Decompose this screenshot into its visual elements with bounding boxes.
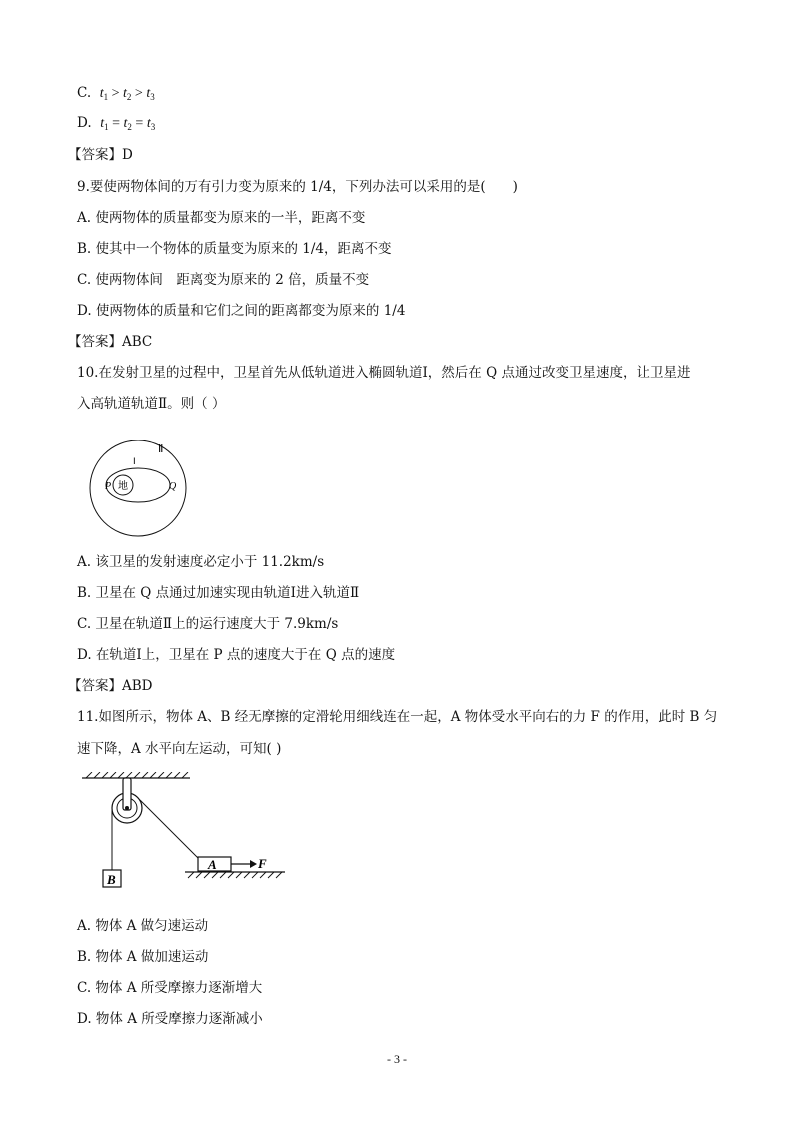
option-label: D. bbox=[77, 115, 92, 131]
question-11-stem-line2: 速下降，A 水平向左运动，可知( ) bbox=[77, 741, 282, 757]
label-p: P bbox=[105, 481, 112, 492]
pulley-diagram bbox=[80, 772, 290, 892]
pulley-bracket bbox=[123, 778, 131, 810]
question-11-option-c: C. 物体 A 所受摩擦力逐渐增大 bbox=[77, 980, 263, 996]
label-a: A bbox=[208, 857, 217, 872]
question-11-stem-line1: 11.如图所示，物体 A、B 经无摩擦的定滑轮用细线连在一起，A 物体受水平向右的力 F 的作用，此时 B 匀 bbox=[77, 709, 718, 725]
math-var: t bbox=[100, 116, 105, 131]
question-11-option-d: D. 物体 A 所受摩擦力逐渐减小 bbox=[77, 1011, 263, 1027]
force-arrowhead bbox=[250, 860, 257, 868]
math-var: t bbox=[123, 116, 128, 131]
option-d-prev bbox=[77, 114, 155, 136]
question-9-option-a: A. 使两物体的质量都变为原来的一半，距离不变 bbox=[77, 210, 366, 226]
label-earth: 地 bbox=[118, 481, 128, 492]
orbit-diagram bbox=[78, 440, 198, 540]
question-10-stem-line1: 10.在发射卫星的过程中，卫星首先从低轨道进入椭圆轨道Ⅰ，然后在 Q 点通过改变卫星速度，让卫星进 bbox=[77, 365, 691, 381]
question-9-option-c: C. 使两物体间 距离变为原来的 2 倍，质量不变 bbox=[77, 272, 370, 288]
math-sub: 3 bbox=[150, 122, 156, 132]
question-10-option-d: D. 在轨道Ⅰ上，卫星在 P 点的速度大于在 Q 点的速度 bbox=[77, 647, 396, 663]
math-op: = bbox=[135, 116, 144, 131]
question-10-option-a: A. 该卫星的发射速度必定小于 11.2km/s bbox=[77, 554, 325, 570]
question-9-option-b: B. 使其中一个物体的质量变为原来的 1/4，距离不变 bbox=[77, 241, 392, 257]
label-orbit-1: Ⅰ bbox=[133, 456, 136, 466]
question-10-option-c: C. 卫星在轨道Ⅱ上的运行速度大于 7.9km/s bbox=[77, 616, 339, 632]
orbit-1-ellipse bbox=[106, 468, 170, 502]
math-sub: 2 bbox=[126, 92, 132, 102]
answer-q8: 【答案】D bbox=[68, 147, 133, 163]
math-var: t bbox=[146, 86, 151, 101]
math-op: = bbox=[112, 116, 121, 131]
page-number: - 3 - bbox=[387, 1052, 407, 1066]
rope-to-a bbox=[140, 800, 200, 860]
pulley-axle bbox=[125, 806, 129, 810]
math-op: > bbox=[111, 86, 120, 101]
answer-q9: 【答案】ABC bbox=[68, 334, 153, 350]
label-f: F bbox=[258, 856, 267, 871]
math-sub: 1 bbox=[104, 122, 109, 132]
question-9-option-d: D. 使两物体的质量和它们之间的距离都变为原来的 1/4 bbox=[77, 303, 406, 319]
math-expression-c bbox=[100, 86, 155, 101]
math-sub: 1 bbox=[103, 92, 109, 102]
question-10-stem-line2: 入高轨道轨道Ⅱ。则（ ） bbox=[77, 396, 226, 412]
question-9-stem: 9.要使两物体间的万有引力变为原来的 1/4，下列办法可以采用的是( ) bbox=[77, 179, 518, 195]
answer-q10: 【答案】ABD bbox=[68, 678, 153, 694]
math-var: t bbox=[146, 116, 151, 131]
math-var: t bbox=[99, 86, 104, 101]
ceiling-hatch bbox=[86, 772, 188, 778]
question-11-option-a: A. 物体 A 做匀速运动 bbox=[77, 918, 209, 934]
math-var: t bbox=[123, 86, 127, 101]
label-orbit-2: Ⅱ bbox=[158, 443, 164, 455]
question-10-option-b: B. 卫星在 Q 点通过加速实现由轨道Ⅰ进入轨道Ⅱ bbox=[77, 585, 360, 601]
math-sub: 3 bbox=[150, 92, 155, 102]
math-op: > bbox=[134, 86, 143, 101]
option-label: C. bbox=[77, 85, 92, 101]
label-q: Q bbox=[169, 481, 177, 492]
label-b: B bbox=[107, 872, 116, 887]
question-11-option-b: B. 物体 A 做加速运动 bbox=[77, 949, 209, 965]
math-sub: 2 bbox=[127, 122, 132, 132]
math-expression-d bbox=[100, 116, 155, 131]
option-c-prev bbox=[77, 84, 155, 106]
ground-hatch bbox=[188, 872, 282, 878]
